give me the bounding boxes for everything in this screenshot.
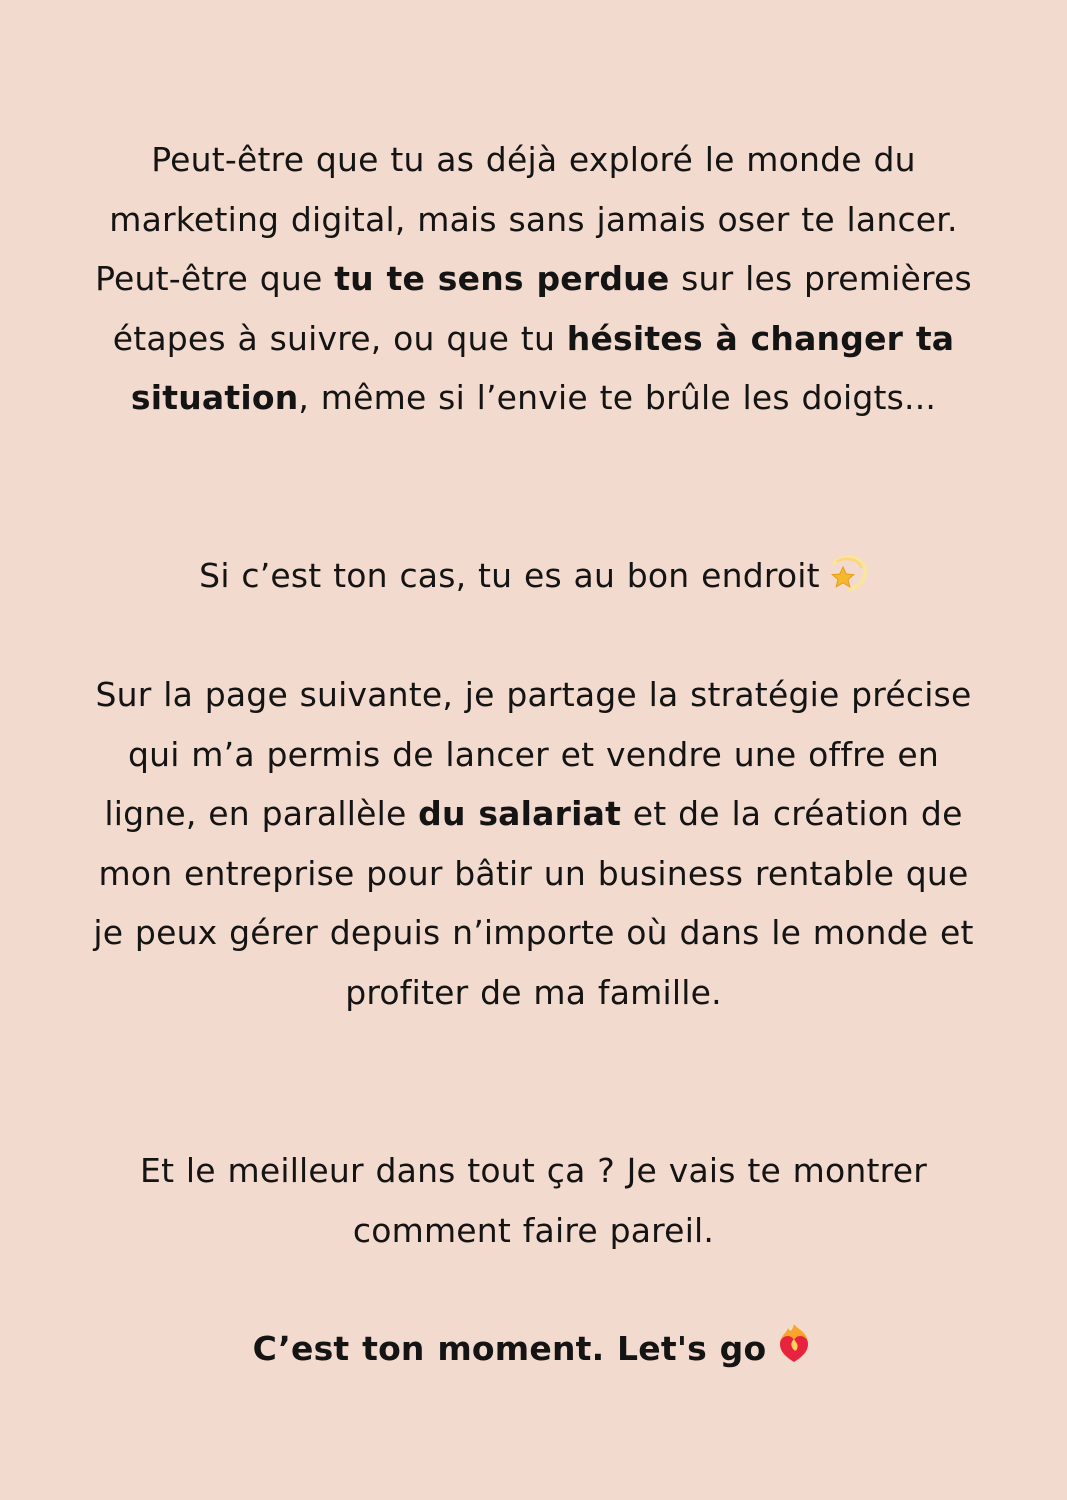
right-place-text: Si c’est ton cas, tu es au bon endroit <box>199 556 820 595</box>
intro-paragraph <box>90 130 977 428</box>
heart-on-fire-icon <box>774 1322 814 1385</box>
strategy-bold-1: du salariat <box>418 794 622 833</box>
strategy-text-1: Sur la page suivante, je partage la stratégie précise qui m’a permis de lancer et vendre une offre en ligne, en parallèle <box>95 675 972 833</box>
closing-text: C’est ton moment. Let's go <box>252 1329 767 1368</box>
best-part-text: Et le meilleur dans tout ça ? Je vais te montrer comment faire pareil. <box>140 1151 927 1250</box>
dizzy-star-icon <box>828 552 868 612</box>
intro-text-1: Peut-être que tu as déjà exploré le monde du marketing digital, mais sans jamais oser te lancer. Peut-être que <box>95 140 958 298</box>
right-place-paragraph <box>90 546 977 612</box>
intro-text-3: , même si l’envie te brûle les doigts... <box>298 378 937 417</box>
closing-line <box>90 1319 977 1385</box>
intro-text-2: sur les premières étapes à suivre, ou que tu <box>112 259 972 358</box>
intro-bold-2: hésites à changer ta situation <box>130 318 955 417</box>
strategy-paragraph <box>90 665 977 1022</box>
intro-bold-1: tu te sens perdue <box>334 259 670 298</box>
best-part-paragraph <box>90 1141 977 1260</box>
strategy-text-2: et de la création de mon entreprise pour bâtir un business rentable que je peux gérer depuis n’importe où dans le monde et profiter de ma famille. <box>93 794 974 1012</box>
